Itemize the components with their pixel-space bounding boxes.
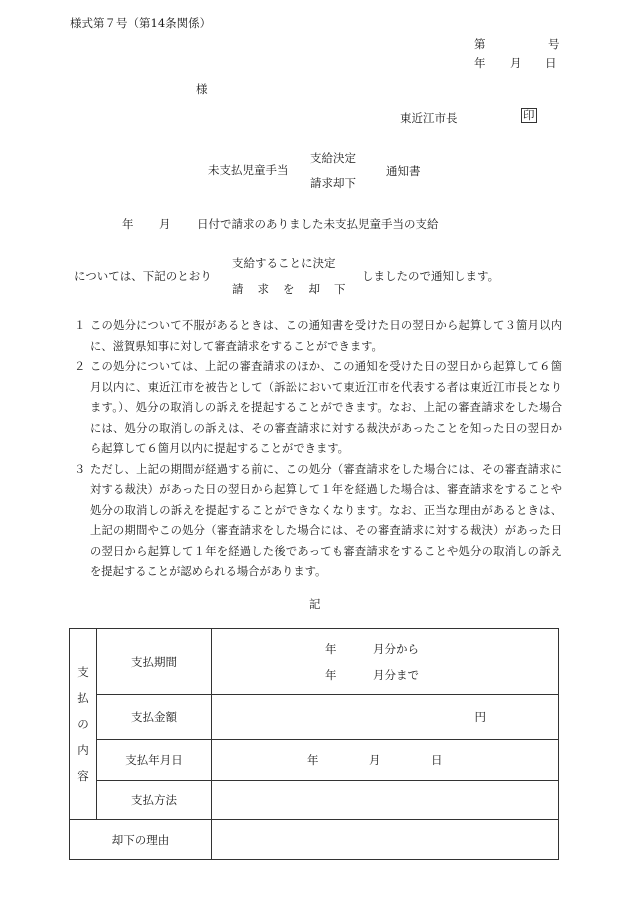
- reject-char: 却: [308, 282, 320, 296]
- note-item: [74, 460, 562, 583]
- intro-text: 日付で請求のありました未支払児童手当の支給: [197, 217, 439, 231]
- reject-char: 求: [257, 282, 269, 296]
- period-from-year: 年: [325, 642, 337, 656]
- note-number: ３: [74, 462, 86, 476]
- title-option-reject: 請求却下: [310, 176, 356, 190]
- period-to-year: 年: [325, 668, 337, 682]
- note-text: ただし、上記の期間が経過する前に、この処分（審査請求をした場合には、その審査請求に対する裁決）があった日の翌日から起算して１年を経過した場合は、審査請求をすることや処分の取消しの訴えを提起することができなくなります。なお、正当な理由があるときは、上記の期間やこの処分（審査請求をした場合には、その審査請求に対する裁決）があった日の翌日から起算して１年を経過した後であっても審査請求をすることや処分の取消しの訴えを提起することが認められる場合があります。: [90, 462, 562, 578]
- title-option-grant: 支給決定: [310, 151, 356, 165]
- reject-char: を: [283, 282, 295, 296]
- payment-method-label: 支払方法: [97, 781, 212, 820]
- rejection-reason-value: [212, 820, 559, 860]
- payment-date-day: 日: [431, 753, 443, 767]
- period-from-month: 月分から: [373, 642, 419, 656]
- date-year-label: 年: [474, 56, 486, 70]
- payment-amount-unit: 円: [212, 695, 559, 740]
- note-number: １: [74, 319, 86, 332]
- date-day-label: 日: [545, 56, 557, 70]
- title-suffix: 通知書: [386, 164, 421, 178]
- table-row: [70, 820, 559, 860]
- payment-date-value: [212, 740, 559, 781]
- reject-char: 請: [232, 282, 244, 296]
- payment-date-year: 年: [307, 753, 319, 767]
- payment-details-table: [69, 628, 559, 860]
- payment-content-group-label: [70, 629, 97, 820]
- table-row: [70, 781, 559, 820]
- rejection-reason-label: 却下の理由: [70, 820, 212, 860]
- decision-suffix: しましたので通知します。: [362, 269, 500, 283]
- payment-period-value: [212, 629, 559, 695]
- payment-method-value: [212, 781, 559, 820]
- note-item: [74, 316, 562, 357]
- note-item: [74, 357, 562, 460]
- decision-option-grant: 支給することに決定: [232, 256, 336, 270]
- period-to-month: 月分まで: [373, 668, 419, 682]
- form-number: 様式第７号（第14条関係）: [70, 16, 212, 30]
- payment-date-month: 月: [369, 753, 381, 767]
- note-text: この処分については、上記の審査請求のほか、この通知を受けた日の翌日から起算して６箇月以内に、東近江市を被告として（訴訟において東近江市を代表する者は東近江市長となります。）、処分の取消しの訴えを提起することができます。なお、上記の審査請求をした場合には、処分の取消しの訴えは、その審査請求に対する裁決があったことを知った日の翌日から起算して６箇月以内に提起することができます。: [90, 360, 562, 455]
- group-char: 払: [77, 691, 89, 705]
- payment-period-label: 支払期間: [97, 629, 212, 695]
- ki-heading: 記: [309, 597, 321, 611]
- payment-date-label: 支払年月日: [97, 740, 212, 781]
- title-prefix: 未支払児童手当: [208, 163, 289, 177]
- table-row: [70, 629, 559, 695]
- document-number-suffix: 号: [548, 37, 560, 51]
- group-char: 支: [77, 665, 89, 679]
- issuer-name: 東近江市長: [400, 111, 458, 125]
- addressee-suffix: 様: [196, 82, 208, 96]
- date-month-label: 月: [510, 56, 522, 70]
- table-row: [70, 740, 559, 781]
- seal-mark: 印: [523, 108, 535, 122]
- intro-year-label: 年: [122, 217, 134, 231]
- group-char: の: [77, 717, 89, 731]
- appeal-notes: [74, 316, 562, 583]
- reject-char: 下: [334, 282, 346, 296]
- note-text: この処分について不服があるときは、この通知書を受けた日の翌日から起算して３箇月以内に、滋賀県知事に対して審査請求をすることができます。: [90, 319, 562, 353]
- document-number-label: 第: [474, 37, 486, 51]
- group-char: 容: [77, 769, 89, 783]
- decision-option-reject: [232, 281, 346, 297]
- payment-amount-label: 支払金額: [97, 695, 212, 740]
- note-number: ２: [74, 360, 86, 373]
- official-seal: [521, 108, 537, 123]
- group-char: 内: [77, 743, 89, 757]
- intro-month-label: 月: [159, 217, 171, 231]
- table-row: [70, 695, 559, 740]
- decision-prefix: については、下記のとおり: [74, 269, 212, 283]
